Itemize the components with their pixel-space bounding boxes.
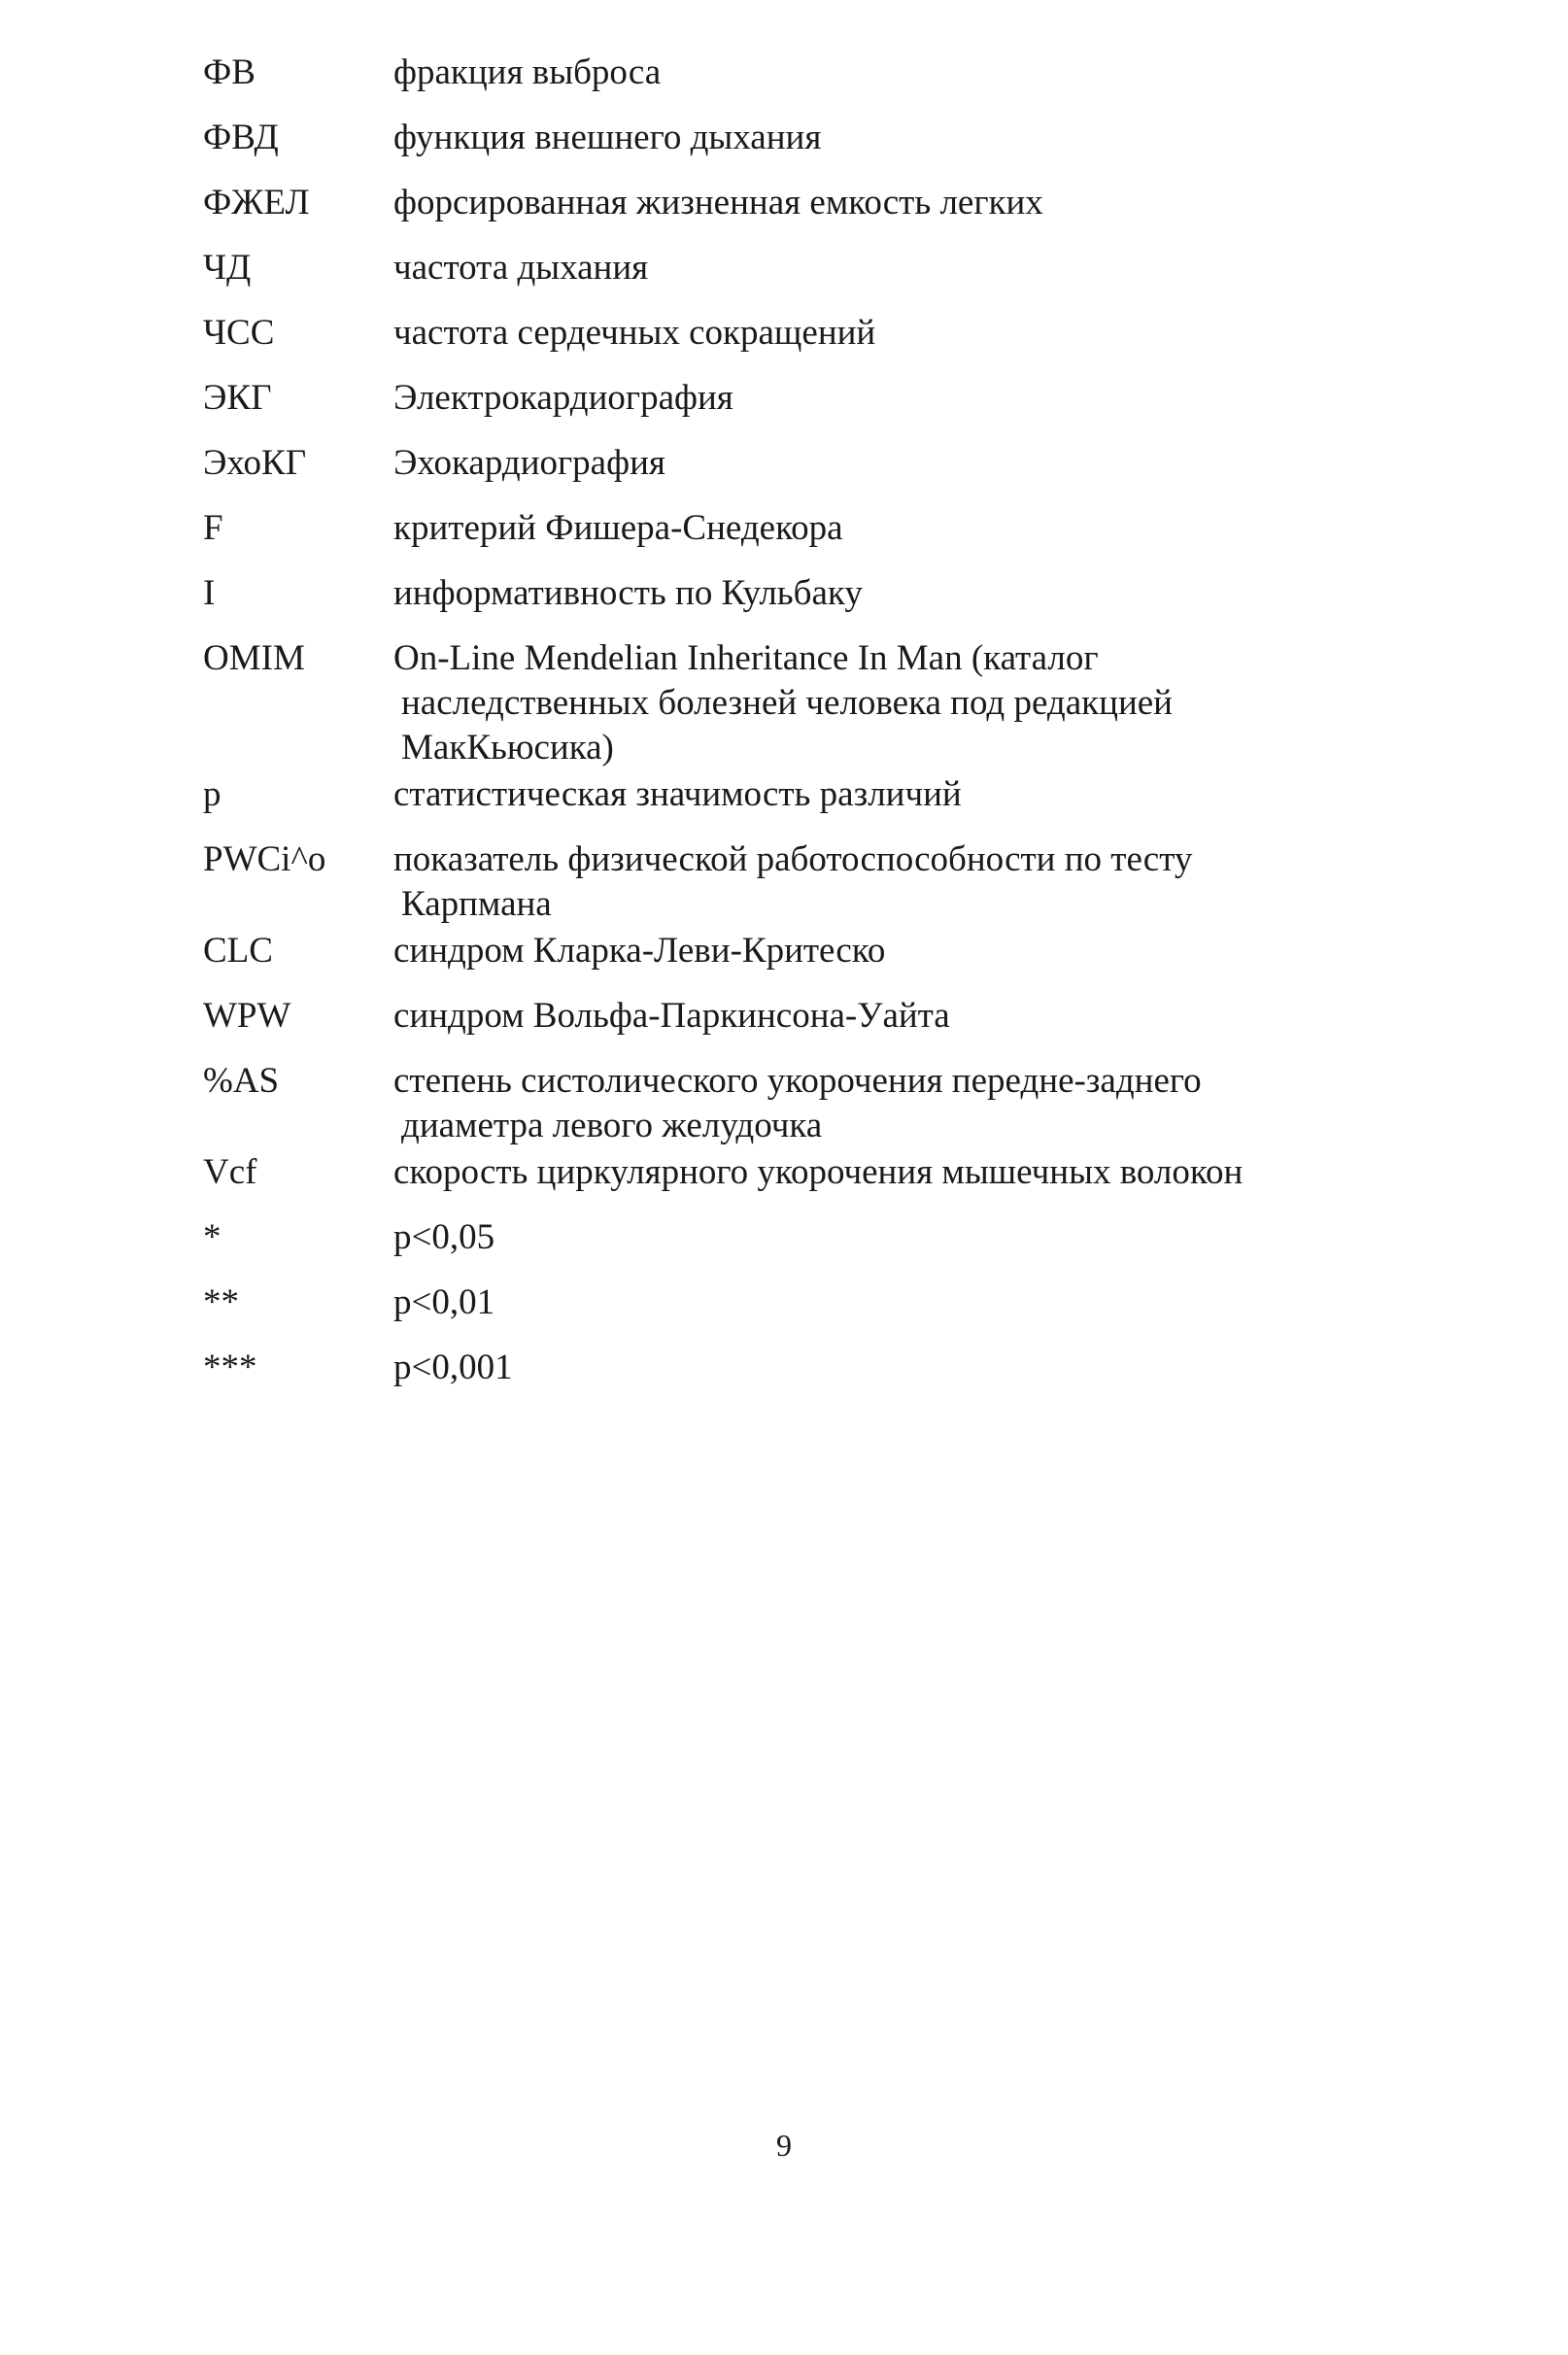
abbreviation-definition bbox=[393, 1150, 1388, 1195]
definition-line: p<0,05 bbox=[393, 1217, 495, 1257]
abbreviation-term: ЧД bbox=[203, 248, 252, 288]
definition-line: On-Line Mendelian Inheritance In Man (каталог bbox=[393, 638, 1099, 678]
definition-line: степень систолического укорочения передне-заднего bbox=[393, 1061, 1202, 1101]
abbreviation-entry bbox=[203, 1346, 1388, 1390]
abbreviation-definition bbox=[393, 571, 1388, 616]
definition-line: критерий Фишера-Снедекора bbox=[393, 508, 843, 548]
abbreviation-term: ЧСС bbox=[203, 313, 275, 353]
abbreviation-term: PWCi^o bbox=[203, 839, 326, 879]
abbreviation-term: CLC bbox=[203, 931, 273, 971]
abbreviation-definition bbox=[393, 636, 1388, 770]
abbreviation-entry bbox=[203, 837, 1388, 927]
abbreviation-term: ФЖЕЛ bbox=[203, 183, 310, 222]
abbreviation-term: WPW bbox=[203, 996, 291, 1036]
abbreviation-entry bbox=[203, 181, 1388, 225]
definition-line: p<0,001 bbox=[393, 1348, 513, 1387]
abbreviation-definition bbox=[393, 311, 1388, 356]
definition-line: скорость циркулярного укорочения мышечных волокон bbox=[393, 1152, 1244, 1192]
abbreviation-entry bbox=[203, 311, 1388, 356]
abbreviation-entry bbox=[203, 1215, 1388, 1260]
definition-line: показатель физической работоспособности по тесту bbox=[393, 839, 1193, 879]
abbreviation-definition bbox=[393, 929, 1388, 973]
definition-line: диаметра левого желудочка bbox=[401, 1106, 823, 1145]
abbreviation-definition bbox=[393, 376, 1388, 421]
definition-line: синдром Вольфа-Паркинсона-Уайта bbox=[393, 996, 950, 1036]
page-number: 9 bbox=[776, 2128, 792, 2163]
abbreviation-definition bbox=[393, 441, 1388, 486]
abbreviation-definition bbox=[393, 1346, 1388, 1390]
definition-line: частота дыхания bbox=[393, 248, 649, 288]
abbreviation-entry bbox=[203, 246, 1388, 290]
abbreviation-definition bbox=[393, 1059, 1388, 1148]
abbreviation-term: ФВД bbox=[203, 118, 279, 157]
abbreviation-entry bbox=[203, 994, 1388, 1039]
abbreviation-definition bbox=[393, 994, 1388, 1039]
abbreviation-entry bbox=[203, 929, 1388, 973]
definition-line: наследственных болезней человека под редакцией bbox=[401, 683, 1173, 723]
abbreviation-entry bbox=[203, 1059, 1388, 1148]
abbreviation-term: p bbox=[203, 774, 222, 814]
abbreviation-entry bbox=[203, 441, 1388, 486]
abbreviation-term: * bbox=[203, 1217, 222, 1257]
abbreviation-definition bbox=[393, 116, 1388, 160]
abbreviation-term: %AS bbox=[203, 1061, 280, 1101]
abbreviation-term: ** bbox=[203, 1282, 239, 1322]
definition-line: p<0,01 bbox=[393, 1282, 495, 1322]
abbreviation-term: F bbox=[203, 508, 223, 548]
abbreviation-entry bbox=[203, 1150, 1388, 1195]
abbreviation-entry bbox=[203, 1280, 1388, 1325]
abbreviation-definition bbox=[393, 837, 1388, 927]
abbreviation-term: ФВ bbox=[203, 52, 256, 92]
abbreviation-list bbox=[203, 51, 1388, 1411]
abbreviation-entry bbox=[203, 116, 1388, 160]
abbreviation-definition bbox=[393, 51, 1388, 95]
definition-line: статистическая значимость различий bbox=[393, 774, 962, 814]
definition-line: информативность по Кульбаку bbox=[393, 573, 863, 613]
definition-line: синдром Кларка-Леви-Критеско bbox=[393, 931, 886, 971]
abbreviation-term: *** bbox=[203, 1348, 257, 1387]
abbreviation-definition bbox=[393, 506, 1388, 551]
abbreviation-definition bbox=[393, 181, 1388, 225]
definition-line: Эхокардиография bbox=[393, 443, 665, 483]
abbreviation-term: ЭхоКГ bbox=[203, 443, 307, 483]
definition-line: частота сердечных сокращений bbox=[393, 313, 876, 353]
definition-line: Электрокардиография bbox=[393, 378, 733, 418]
abbreviation-definition bbox=[393, 1280, 1388, 1325]
definition-line: функция внешнего дыхания bbox=[393, 118, 822, 157]
abbreviation-entry bbox=[203, 506, 1388, 551]
abbreviation-entry bbox=[203, 51, 1388, 95]
abbreviation-entry bbox=[203, 571, 1388, 616]
definition-line: фракция выброса bbox=[393, 52, 662, 92]
abbreviation-entry bbox=[203, 772, 1388, 817]
abbreviation-entry bbox=[203, 376, 1388, 421]
definition-line: Карпмана bbox=[401, 884, 552, 924]
abbreviation-term: Vcf bbox=[203, 1152, 257, 1192]
abbreviation-term: I bbox=[203, 573, 216, 613]
abbreviation-definition bbox=[393, 772, 1388, 817]
abbreviation-definition bbox=[393, 1215, 1388, 1260]
definition-line: форсированная жизненная емкость легких bbox=[393, 183, 1043, 222]
abbreviation-entry bbox=[203, 636, 1388, 770]
definition-line: МакКьюсика) bbox=[401, 728, 614, 768]
abbreviation-term: ЭКГ bbox=[203, 378, 272, 418]
abbreviation-definition bbox=[393, 246, 1388, 290]
abbreviation-term: OMIM bbox=[203, 638, 305, 678]
